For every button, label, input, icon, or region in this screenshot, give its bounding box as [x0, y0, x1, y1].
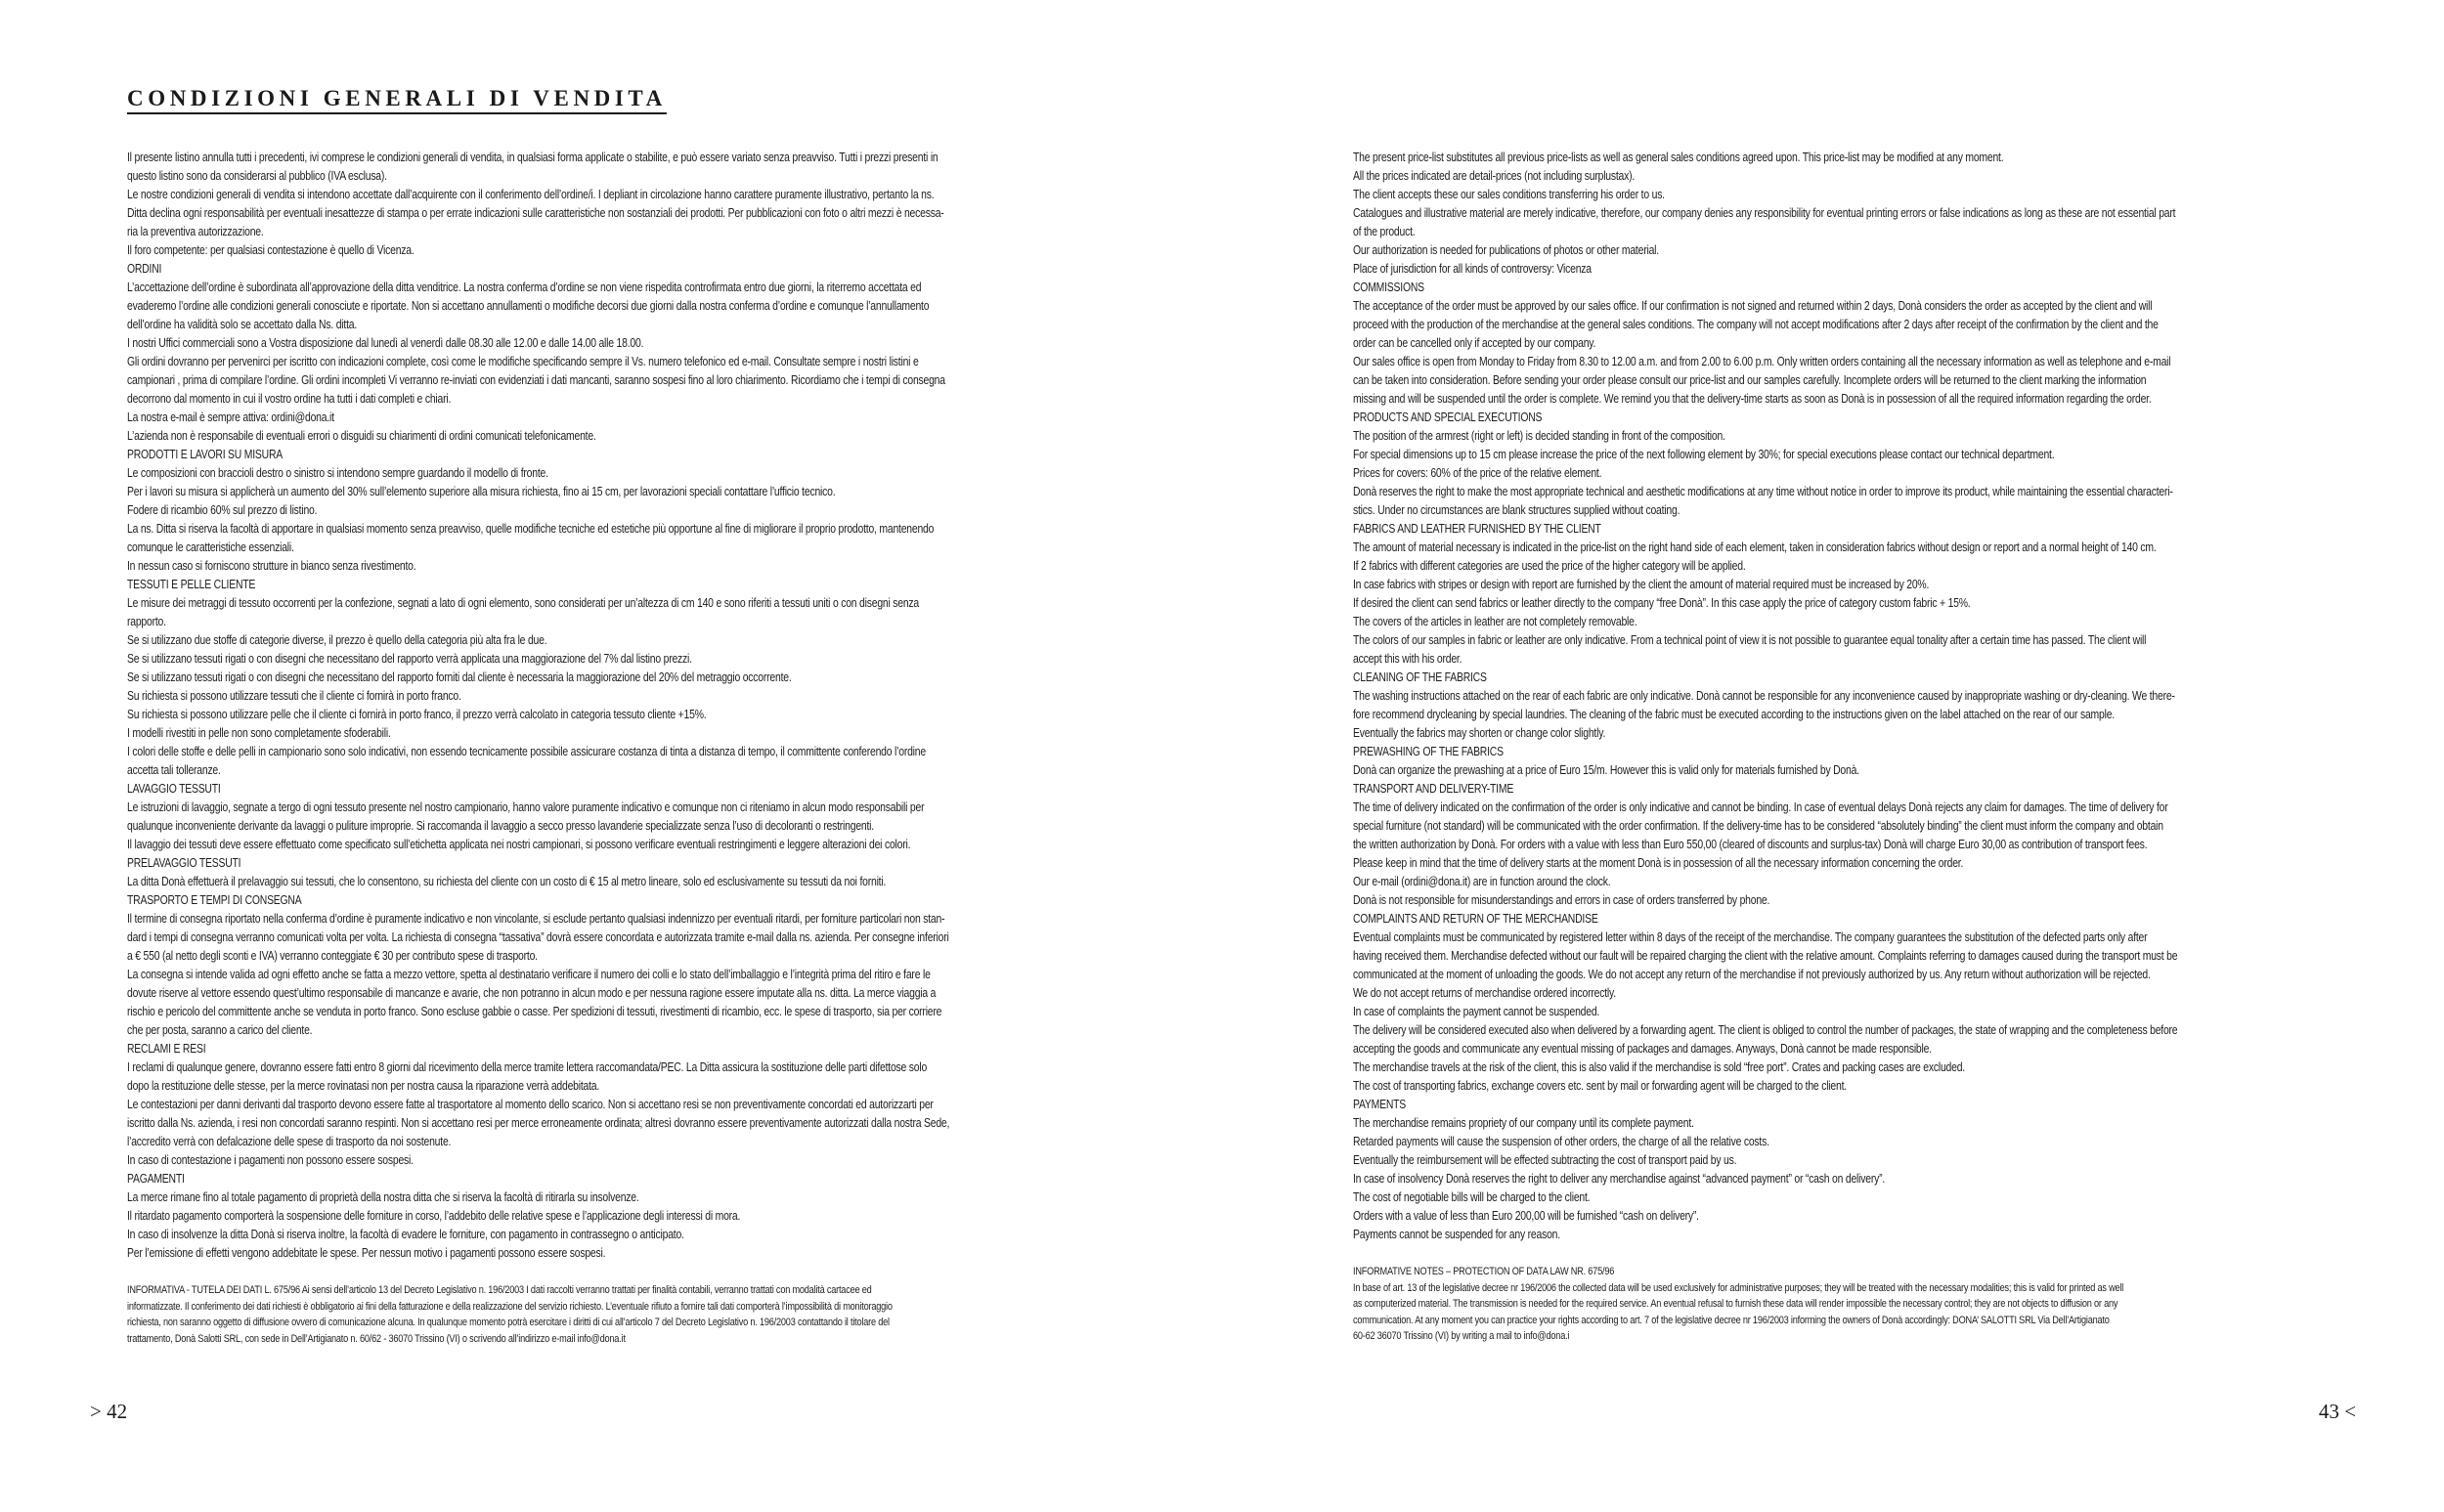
- english-line: All the prices indicated are detail-prices (not including surplustax).: [1353, 169, 1636, 183]
- italian-line: I modelli rivestiti in pelle non sono completamente sfoderabili.: [127, 726, 391, 740]
- italian-line: Per l’emissione di effetti vengono addebitate le spese. Per nessun motivo i pagamenti possono essere sospesi.: [127, 1246, 606, 1260]
- english-line: The colors of our samples in fabric or leather are only indicative. From a technical point of view it is not possible to guarantee equal tonality after a certain time has passed. The client will: [1353, 633, 2147, 647]
- english-line: Donà reserves the right to make the most appropriate technical and aesthetic modifications at any time without notice in order to improve its product, while maintaining the essential characteri-: [1353, 485, 2173, 498]
- italian-body: [127, 149, 1247, 1263]
- italian-line: Le misure dei metraggi di tessuto occorrenti per la confezione, segnati a lato di ogni elemento, sono considerati per un’altezza di cm 140 e sono riferiti a tessuti uniti o con disegni senza: [127, 596, 920, 610]
- english-line: COMMISSIONS: [1353, 281, 1424, 294]
- italian-line: Le composizioni con braccioli destro o sinistro si intendono sempre guardando il modello di fronte.: [127, 466, 548, 480]
- italian-line: iscritto dalla Ns. azienda, i resi non concordati saranno respinti. Non si accettano resi per merce erroneamente ordinata; altresì dovranno essere preventivamente autorizzati dalla nostra Sede,: [127, 1116, 950, 1130]
- english-note-line: communication. At any moment you can practice your rights according to art. 7 of the legislative decree nr 196/2003 informing the owners of Donà accordingly: DONA’ SALOTTI SRL Via Dell’Artigianato: [1353, 1314, 2110, 1326]
- english-line: In case of insolvency Donà reserves the right to deliver any merchandise against “advanced payment” or “cash on delivery”.: [1353, 1172, 1886, 1186]
- english-line: Prices for covers: 60% of the price of the relative element.: [1353, 466, 1602, 480]
- italian-line: ria la preventiva autorizzazione.: [127, 225, 264, 238]
- italian-line: comunque le caratteristiche essenziali.: [127, 540, 294, 554]
- italian-line: La ditta Donà effettuerà il prelavaggio sui tessuti, che lo consentono, su richiesta del cliente con un costo di € 15 al metro lineare, solo ed esclusivamente su tessuti da noi forniti.: [127, 875, 887, 888]
- page-title: CONDIZIONI GENERALI DI VENDITA: [127, 86, 667, 110]
- english-line: proceed with the production of the merchandise at the general sales conditions. The company will not accept modifications after 2 days after receipt of the confirmation by the client and the: [1353, 318, 2159, 331]
- english-line: If 2 fabrics with different categories are used the price of the higher category will be applied.: [1353, 559, 1746, 573]
- english-line: Our sales office is open from Monday to Friday from 8.30 to 12.00 a.m. and from 2.00 to 6.00 p.m. Only written orders containing all the necessary information as well as telephone and e-mail: [1353, 355, 2171, 368]
- english-line: The time of delivery indicated on the confirmation of the order is only indicative and cannot be binding. In case of eventual delays Donà rejects any claim for damages. The time of delivery for: [1353, 800, 2168, 814]
- english-line: The merchandise remains propriety of our company until its complete payment.: [1353, 1116, 1694, 1130]
- italian-line: TRASPORTO E TEMPI DI CONSEGNA: [127, 893, 302, 907]
- english-line: Please keep in mind that the time of delivery starts at the moment Donà is in possession of all the necessary information concerning the order.: [1353, 856, 1964, 870]
- english-line: Retarded payments will cause the suspension of other orders, the charge of all the relative costs.: [1353, 1135, 1769, 1148]
- italian-line: Su richiesta si possono utilizzare pelle che il cliente ci fornirà in porto franco, il prezzo verrà calcolato in categoria tessuto cliente +15%.: [127, 708, 707, 721]
- italian-line: TESSUTI E PELLE CLIENTE: [127, 578, 256, 591]
- english-body: [1353, 149, 2444, 1244]
- italian-line: Il lavaggio dei tessuti deve essere effettuato come specificato sull’etichetta applicata nei nostri campionari, si possono verificare eventuali restringimenti e leggere alterazioni dei colori.: [127, 838, 911, 851]
- italian-line: La nostra e-mail è sempre attiva: ordini@dona.it: [127, 410, 334, 424]
- english-line: stics. Under no circumstances are blank structures supplied without coating.: [1353, 503, 1680, 517]
- english-line: The acceptance of the order must be approved by our sales office. If our confirmation is not signed and returned within 2 days, Donà considers the order as accepted by the client and will: [1353, 299, 2153, 313]
- italian-line: PRELAVAGGIO TESSUTI: [127, 856, 241, 870]
- italian-line: I reclami di qualunque genere, dovranno essere fatti entro 8 giorni dal ricevimento della merce tramite lettera raccomandata/PEC. La Ditta assicura la sostituzione delle parti difettose solo: [127, 1060, 928, 1074]
- english-line: communicated at the moment of unloading the goods. We do not accept any return of the merchandise if not previously authorized by us. Any return without authorization will be rejected.: [1353, 968, 2151, 981]
- english-line: The cost of negotiable bills will be charged to the client.: [1353, 1190, 1591, 1204]
- italian-line: Ditta declina ogni responsabilità per eventuali inesattezze di stampa o per errate indicazioni sulle caratteristiche non sostanziali dei prodotti. Per pubblicazioni con foto o altri mezzi è necessa-: [127, 206, 944, 220]
- english-line: PREWASHING OF THE FABRICS: [1353, 745, 1504, 758]
- english-line: In case of complaints the payment cannot be suspended.: [1353, 1005, 1600, 1018]
- english-line: Catalogues and illustrative material are merely indicative, therefore, our company denies any responsibility for eventual printing errors or false indications as long as these are not essential part: [1353, 206, 2176, 220]
- english-line: Donà can organize the prewashing at a price of Euro 15/m. However this is valid only for materials furnished by Donà.: [1353, 763, 1859, 777]
- italian-line: campionari , prima di compilare l’ordine. Gli ordini incompleti Vi verranno re-inviati con evidenziati i dati mancanti, saranno sospesi fino al loro chiarimento. Ricordiamo che i tempi di consegna: [127, 373, 945, 387]
- italian-line: evaderemo l’ordine alle condizioni generali conosciute e riportate. Non si accettano annullamenti o modifiche decorsi due giorni dalla nostra conferma d’ordine e comunque l’annullamento: [127, 299, 930, 313]
- english-line: Eventual complaints must be communicated by registered letter within 8 days of the receipt of the merchandise. The company guarantees the substitution of the defected parts only after: [1353, 930, 2148, 944]
- italian-line: Se si utilizzano tessuti rigati o con disegni che necessitano del rapporto verrà applicata una maggiorazione del 7% dal listino prezzi.: [127, 652, 692, 666]
- italian-line: Le istruzioni di lavaggio, segnate a tergo di ogni tessuto presente nel nostro campionario, hanno valore puramente indicativo e comunque non ci riteniamo in alcun modo responsabili per: [127, 800, 925, 814]
- english-line: The covers of the articles in leather are not completely removable.: [1353, 615, 1637, 628]
- italian-note-line: informatizzate. Il conferimento dei dati richiesti è obbligatorio ai fini della fatturazione e della realizzazione del servizio richiesto. L’eventuale rifiuto a fornire tali dati comporterà l’impossibilità di monitoraggio: [127, 1300, 893, 1313]
- page-number-left: > 42: [90, 1400, 128, 1423]
- english-note-line: as computerized material. The transmission is needed for the required service. An eventual refusal to furnish these data will render impossible the necessary control; they are not objects to diffusion or any: [1353, 1298, 2118, 1310]
- english-line: Place of jurisdiction for all kinds of controversy: Vicenza: [1353, 262, 1592, 276]
- italian-line: Le nostre condizioni generali di vendita si intendono accettate dall’acquirente con il conferimento dell’ordine/i. I depliant in circolazione hanno carattere puramente illustrativo, pertanto la ns.: [127, 188, 935, 201]
- english-line: If desired the client can send fabrics or leather directly to the company “free Donà”. In this case apply the price of category custom fabric + 15%.: [1353, 596, 1971, 610]
- english-line: Orders with a value of less than Euro 200,00 will be furnished “cash on delivery”.: [1353, 1209, 1699, 1223]
- english-line: fore recommend drycleaning by special laundries. The cleaning of the fabric must be executed according to the instructions given on the label attached on the rear of our sample.: [1353, 708, 2115, 721]
- english-line: of the product.: [1353, 225, 1416, 238]
- english-line: Eventually the reimbursement will be effected subtracting the cost of transport paid by us.: [1353, 1153, 1737, 1167]
- english-line: Donà is not responsible for misunderstandings and errors in case of orders transferred by phone.: [1353, 893, 1770, 907]
- english-line: The client accepts these our sales conditions transferring his order to us.: [1353, 188, 1665, 201]
- italian-line: a € 550 (al netto degli sconti e IVA) verranno conteggiate € 30 per contributo spese di trasporto.: [127, 949, 538, 963]
- english-note-line: In base of art. 13 of the legislative decree nr 196/2006 the collected data will be used exclusively for administrative purposes; they will be treated with the necessary modalities; this is valid for printed as well: [1353, 1281, 2124, 1294]
- english-line: special furniture (not standard) will be communicated with the order confirmation. If the delivery-time has to be considered “absolutely binding” the client must inform the company and obtain: [1353, 819, 2163, 833]
- english-line: The delivery will be considered executed also when delivered by a forwarding agent. The client is obliged to control the number of packages, the state of wrapping and the completeness before: [1353, 1023, 2178, 1037]
- english-line: The position of the armrest (right or left) is decided standing in front of the composition.: [1353, 429, 1725, 443]
- italian-conditions-column: [127, 149, 1247, 1347]
- english-line: CLEANING OF THE FABRICS: [1353, 670, 1487, 684]
- italian-line: Il termine di consegna riportato nella conferma d’ordine è puramente indicativo e non vincolante, si esclude pertanto qualsiasi indennizzo per eventuali ritardi, per forniture particolari non stan-: [127, 912, 945, 926]
- italian-line: rischio e pericolo del committente anche se venduta in porto franco. Sono escluse gabbie o casse. Per spedizioni di tessuti, rivestimenti di ricambio, ecc. le spese di trasporto, sia per corriere: [127, 1005, 942, 1018]
- english-line: accept this with his order.: [1353, 652, 1462, 666]
- english-line: FABRICS AND LEATHER FURNISHED BY THE CLIENT: [1353, 522, 1601, 536]
- italian-line: rapporto.: [127, 615, 166, 628]
- english-line: The amount of material necessary is indicated in the price-list on the right hand side of each element, taken in consideration fabrics without design or report and a normal height of 140 cm.: [1353, 540, 2157, 554]
- english-privacy-note: [1353, 1264, 2444, 1345]
- italian-line: RECLAMI E RESI: [127, 1042, 206, 1056]
- italian-line: qualunque inconveniente derivante da lavaggi o puliture improprie. Si raccomanda il lavaggio a secco presso lavanderie specializzate senza l’uso di decoloranti o restringenti.: [127, 819, 874, 833]
- english-line: can be taken into consideration. Before sending your order please consult our price-list and our samples carefully. Incomplete orders will be returned to the client marking the information: [1353, 373, 2147, 387]
- italian-line: ORDINI: [127, 262, 162, 276]
- italian-line: I colori delle stoffe e delle pelli in campionario sono solo indicativi, non essendo tecnicamente possibile assicurare costanza di tinta a distanza di tempo, il committente conferendo l’ordine: [127, 745, 926, 758]
- english-line: Our e-mail (ordini@dona.it) are in function around the clock.: [1353, 875, 1611, 888]
- italian-line: Il foro competente: per qualsiasi contestazione è quello di Vicenza.: [127, 243, 415, 257]
- italian-line: che per posta, saranno a carico del cliente.: [127, 1023, 313, 1037]
- italian-line: dovute riserve al vettore essendo quest’ultimo responsabile di mancanze e avarie, che non potranno in alcun modo e per nessuna ragione essere imputate alla ns. ditta. La merce viaggia a: [127, 986, 937, 1000]
- italian-note-line: richiesta, non saranno oggetto di diffusione ovvero di comunicazione alcuna. In qualunque momento potrà esercitare i diritti di cui all’articolo 7 del Decreto Legislativo n. 196/2003 contattando il titolare del: [127, 1317, 890, 1328]
- english-line: We do not accept returns of merchandise ordered incorrectly.: [1353, 986, 1616, 1000]
- english-line: the written authorization by Donà. For orders with a value with less than Euro 550,00 (cleared of discounts and surplus-tax) Donà will charge Euro 30,00 as contribution of transport fees.: [1353, 838, 2148, 851]
- english-line: The present price-list substitutes all previous price-lists as well as general sales conditions agreed upon. This price-list may be modified at any moment.: [1353, 151, 2004, 164]
- italian-line: Se si utilizzano due stoffe di categorie diverse, il prezzo è quello della categoria più alta fra le due.: [127, 633, 547, 647]
- english-line: In case fabrics with stripes or design with report are furnished by the client the amount of material required must be increased by 20%.: [1353, 578, 1930, 591]
- italian-line: Su richiesta si possono utilizzare tessuti che il cliente ci fornirà in porto franco.: [127, 689, 461, 703]
- italian-line: Gli ordini dovranno per pervenirci per iscritto con indicazioni complete, così come le modifiche specificando sempre il Vs. numero telefonico ed e-mail. Consultate sempre i nostri listini e: [127, 355, 919, 368]
- italian-line: PRODOTTI E LAVORI SU MISURA: [127, 448, 284, 461]
- english-conditions-column: [1353, 149, 2444, 1345]
- italian-line: PAGAMENTI: [127, 1172, 185, 1186]
- italian-line: L’accettazione dell’ordine è subordinata all’approvazione della ditta venditrice. La nostra conferma d’ordine se non viene rispedita controfirmata entro due giorni, la riterremo accettata ed: [127, 281, 922, 294]
- italian-line: I nostri Uffici commerciali sono a Vostra disposizione dal lunedì al venerdì dalle 08.30 alle 12.00 e dalle 14.00 alle 18.00.: [127, 336, 644, 350]
- english-line: PRODUCTS AND SPECIAL EXECUTIONS: [1353, 410, 1543, 424]
- italian-line: Le contestazioni per danni derivanti dal trasporto devono essere fatte al trasportatore al momento dello scarico. Non si accettano resi se non preventivamente concordati ed autorizzarti per: [127, 1098, 934, 1111]
- english-line: Payments cannot be suspended for any reason.: [1353, 1228, 1560, 1241]
- italian-line: accetta tali tolleranze.: [127, 763, 221, 777]
- english-line: COMPLAINTS AND RETURN OF THE MERCHANDISE: [1353, 912, 1598, 926]
- english-line: Our authorization is needed for publications of photos or other material.: [1353, 243, 1659, 257]
- italian-line: La ns. Ditta si riserva la facoltà di apportare in qualsiasi momento senza preavviso, quelle modifiche tecniche ed estetiche più opportune al fine di migliorare il proprio prodotto, mantenendo: [127, 522, 935, 536]
- italian-line: La consegna si intende valida ad ogni effetto anche se fatta a mezzo vettore, spetta al destinatario verificare il numero dei colli e lo stato dell’imballaggio e l’integrità prima del ritiro e fare le: [127, 968, 931, 981]
- italian-line: In nessun caso si forniscono strutture in bianco senza rivestimento.: [127, 559, 416, 573]
- english-note-line: 60-62 36070 Trissino (VI) by writing a mail to info@dona.i: [1353, 1330, 1570, 1342]
- italian-privacy-note: [127, 1282, 1247, 1347]
- english-line: TRANSPORT AND DELIVERY-TIME: [1353, 782, 1514, 796]
- italian-line: Se si utilizzano tessuti rigati o con disegni che necessitano del rapporto forniti dal cliente è necessaria la maggiorazione del 20% del metraggio occorrente.: [127, 670, 792, 684]
- italian-line: decorrono dal momento in cui il vostro ordine ha tutti i dati completi e chiari.: [127, 392, 452, 406]
- english-line: Eventually the fabrics may shorten or change color slightly.: [1353, 726, 1606, 740]
- italian-line: dard i tempi di consegna verranno comunicati volta per volta. La richiesta di consegna “tassativa” dovrà essere concordata e autorizzata tramite e-mail dalla ns. azienda. Per consegne inferiori: [127, 930, 949, 944]
- italian-line: Il presente listino annulla tutti i precedenti, ivi comprese le condizioni generali di vendita, in qualsiasi forma applicate o stabilite, e può essere variato senza preavviso. Tutti i prezzi presenti in: [127, 151, 938, 164]
- english-line: The merchandise travels at the risk of the client, this is also valid if the merchandise is sold “free port”. Crates and packing cases are excluded.: [1353, 1060, 1965, 1074]
- english-note-line: INFORMATIVE NOTES – PROTECTION OF DATA LAW NR. 675/96: [1353, 1266, 1615, 1277]
- english-line: For special dimensions up to 15 cm please increase the price of the next following element by 30%; for special executions please contact our technical department.: [1353, 448, 2055, 461]
- italian-line: L’azienda non è responsabile di eventuali errori o disguidi su chiarimenti di ordini comunicati telefonicamente.: [127, 429, 596, 443]
- english-line: The cost of transporting fabrics, exchange covers etc. sent by mail or forwarding agent will be charged to the client.: [1353, 1079, 1847, 1093]
- english-line: order can be cancelled only if accepted by our company.: [1353, 336, 1596, 350]
- italian-line: In caso di contestazione i pagamenti non possono essere sospesi.: [127, 1153, 414, 1167]
- italian-line: questo listino sono da considerarsi al pubblico (IVA esclusa).: [127, 169, 387, 183]
- italian-note-line: INFORMATIVA - TUTELA DEI DATI L. 675/96 Ai sensi dell’articolo 13 del Decreto Legislativo n. 196/2003 I dati raccolti verranno trattati per finalità contabili, verranno trattati con modalità cartacee ed: [127, 1284, 872, 1296]
- english-line: The washing instructions attached on the rear of each fabric are only indicative. Donà cannot be responsible for any inconvenience caused by inappropriate washing or dry-cleaning. We there-: [1353, 689, 2175, 703]
- italian-line: l’accredito verrà con defalcazione delle spese di trasporto da noi sostenute.: [127, 1135, 452, 1148]
- italian-line: dell’ordine ha validità solo se accettato dalla Ns. ditta.: [127, 318, 358, 331]
- italian-line: In caso di insolvenze la ditta Donà si riserva inoltre, la facoltà di evadere le forniture, con pagamento in contrassegno o anticipato.: [127, 1228, 684, 1241]
- page-number-right: 43 <: [2318, 1400, 2356, 1423]
- english-line: PAYMENTS: [1353, 1098, 1407, 1111]
- italian-line: dopo la restituzione delle stesse, per la merce rovinatasi non per nostra causa la riparazione verrà addebitata.: [127, 1079, 600, 1093]
- italian-line: La merce rimane fino al totale pagamento di proprietà della nostra ditta che si riserva la facoltà di ritirarla su insolvenze.: [127, 1190, 639, 1204]
- italian-line: Fodere di ricambio 60% sul prezzo di listino.: [127, 503, 318, 517]
- english-line: having received them. Merchandise defected without our fault will be repaired charging the client with the relative amount. Complaints referring to damages caused during the transport must be: [1353, 949, 2178, 963]
- italian-line: Il ritardato pagamento comporterà la sospensione delle forniture in corso, l’addebito delle relative spese e l’applicazione degli interessi di mora.: [127, 1209, 741, 1223]
- english-line: missing and will be suspended until the order is complete. We remind you that the delivery-time starts as soon as Donà is in possession of all the required information regarding the order.: [1353, 392, 2152, 406]
- english-line: accepting the goods and communicate any eventual missing of packages and damages. Anyways, Donà cannot be made responsible.: [1353, 1042, 1932, 1056]
- italian-note-line: trattamento, Donà Salotti SRL, con sede in Dell’Artigianato n. 60/62 - 36070 Trissino (VI) o scrivendo all’indirizzo e-mail info@dona.it: [127, 1332, 626, 1345]
- italian-line: LAVAGGIO TESSUTI: [127, 782, 221, 796]
- italian-line: Per i lavori su misura si applicherà un aumento del 30% sull’elemento superiore alla misura richiesta, fino ai 15 cm, per lavorazioni speciali contattare l’ufficio tecnico.: [127, 485, 836, 498]
